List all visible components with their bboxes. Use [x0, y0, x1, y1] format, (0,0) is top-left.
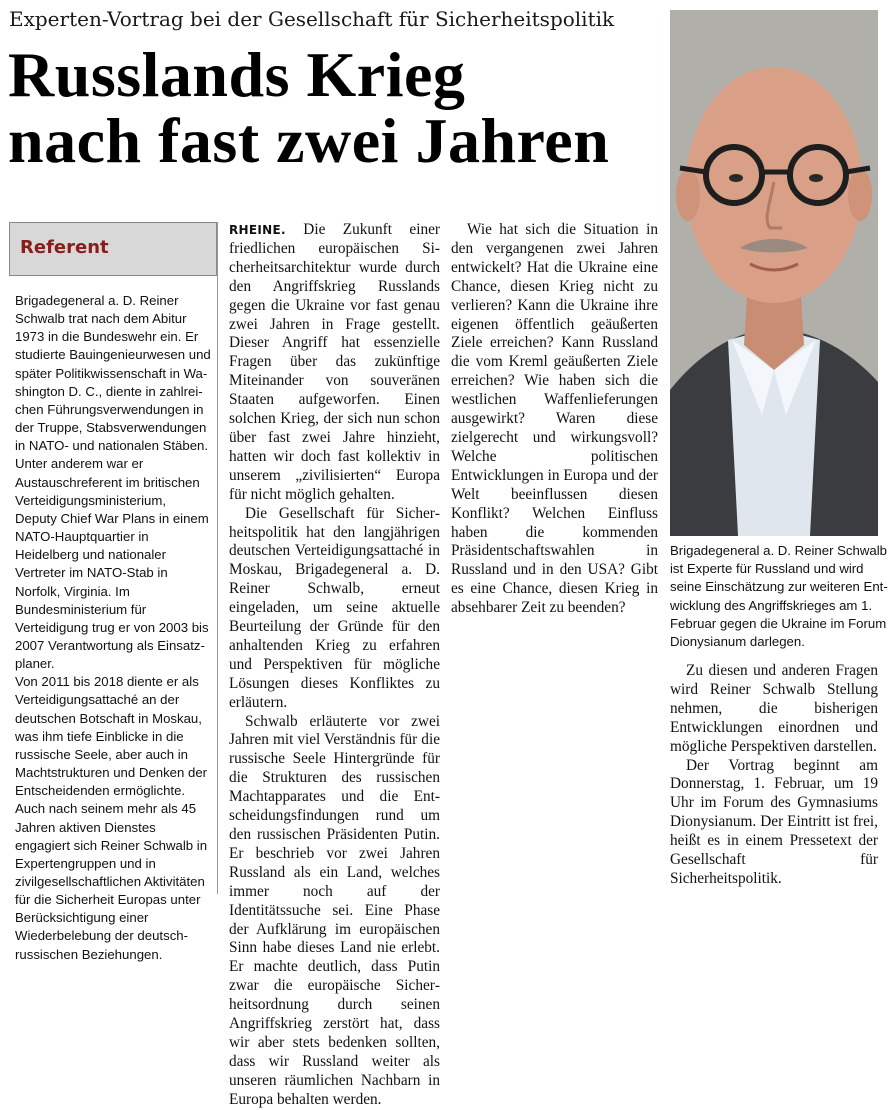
sidebar-title: Referent	[20, 237, 109, 258]
headline-line-2: nach fast zwei Jahren	[8, 105, 610, 176]
headline-line-1: Russlands Krieg	[8, 39, 466, 110]
caption-line: wicklung des Angriffskrieges am 1.	[670, 597, 873, 613]
sidebar-paragraph: Brigadegeneral a. D. Reiner Schwalb trat nach dem Abitur 1973 in die Bundeswehr ein. Er studierte Bauingenieurwesen und später Politikwissenschaft in Washington D. C., diente in zahlreichen Führungsverwendungen in der Truppe, Stabsverwendungen in NATO- und nationalen Stäben. Unter anderem war er Austauschreferent im britischen Verteidigungsministerium, Deputy Chief War Plans in einem NATO-Hauptquartier in Heidelberg und nationaler Vertreter im NATO-Stab in Norfolk, Virginia. Im Bundesministerium für Verteidigung trug er von 2003 bis 2007 Verantwortung als Einsatzplaner.	[15, 293, 211, 672]
referent-sidebar	[9, 222, 218, 962]
article-column-3	[670, 662, 878, 889]
body-paragraph-6: Der Vortrag beginnt am Donnerstag, 1. Februar, um 19 Uhr im Forum des Gymnasiums Dionysianum. Der Eintritt ist frei, heißt es in einem Pressetext der Gesellschaft für Sicherheitspolitik.	[670, 756, 878, 887]
caption-line: seine Einschätzung zur weiteren Ent-	[670, 579, 888, 595]
article-column-1	[229, 221, 440, 1110]
body-paragraph-1	[229, 221, 440, 505]
photo-caption	[670, 542, 888, 651]
caption-line: Dionysianum darlegen.	[670, 634, 805, 650]
body-paragraph-3: Schwalb erläuterte vor zwei Jahren mit viel Verständnis für die russische Seele Hintergründe für die Strukturen des russischen Machtapparates und die Entscheidungsfindungen rund um den russischen Präsidenten Putin. Er beschrieb vor zwei Jahren Russland als ein Land, welches immer noch auf der Identitätssuche sei. Eine Phase der Aufklärung im europäischen Sinn habe dieses Land nie erlebt. Er machte deutlich, dass Putin zwar die europäische Sicherheitsordnung durch seinen Angriffskrieg zerstört hat, dass wir aber stets bedenken sollten, dass wir Russland weiter als unseren räumlichen Nachbarn in Europa behalten werden.	[229, 712, 440, 1108]
sidebar-paragraph: Auch nach seinem mehr als 45 Jahren aktiven Dienstes engagiert sich Reiner Schwalb in Expertengruppen und in zivilgesellschaftlichen Aktivitäten für die Sicherheit Europas unter Berücksichtigung einer Wiederbelebung der deutsch-russischen Beziehungen.	[15, 801, 208, 962]
caption-line: Brigadegeneral a. D. Reiner Schwalb	[670, 543, 887, 558]
caption-line: ist Experte für Russland und wird	[670, 561, 864, 577]
article-kicker: Experten-Vortrag bei der Gesellschaft für Sicherheitspolitik	[9, 7, 615, 31]
sidebar-header	[9, 222, 217, 276]
body-paragraph-2: Die Gesellschaft für Sicherheitspolitik hat den langjährigen deutschen Verteidigungsattaché in Moskau, Brigadegeneral a. D. Reiner Schwalb, erneut eingeladen, um seine aktuelle Beurteilung der Gründe für den anhaltenden Krieg zu erfahren und Perspektiven für mögliche Lösungen dieses Konfliktes zu erläutern.	[229, 504, 440, 711]
body-paragraph-4: Wie hat sich die Situation in den vergangenen zwei Jahren entwickelt? Hat die Ukraine eine Chance, diesen Krieg nicht zu verlieren? Kann die Ukraine ihre eigenen öffentlich geäußerten Ziele erreichen? Kann Russland die vom Kreml geäußerten Ziele erreichen? Wie haben sich die westlichen Waffenlieferungen ausgewirkt? Waren diese zielgerecht und wirkungsvoll? Welche politischen Entwicklungen in Europa und der Welt beeinflussen diesen Konflikt? Welchen Einfluss haben die kommenden Präsidentschaftswahlen in Russland und in den USA? Gibt es eine Chance, diesen Krieg in absehbarer Zeit zu beenden?	[451, 221, 658, 617]
paragraph-text: Die Zukunft einer friedlichen europäischen Sicherheitsarchitektur wurde durch den Angriffskrieg Russlands gegen die Ukraine vor fast genau zwei Jahren in Frage gestellt. Dieser Angriff hat essenzielle Fragen über das zukünftige Miteinander von souveränen Staaten aufgeworfen. Einen solchen Krieg, der sich nun schon über fast zwei Jahre hinzieht, hatten wir doch fast kollektiv in unserem „zivilisierten“ Europa für nicht möglich gehalten.	[229, 221, 440, 503]
sidebar-text	[15, 292, 211, 964]
sidebar-paragraph: Von 2011 bis 2018 diente er als Verteidigungsattaché an der deutschen Botschaft in Moskau, was ihm tiefe Einblicke in die russische Seele, aber auch in Machtstrukturen und Denken der Entscheidenden ermöglichte.	[15, 674, 208, 799]
article-column-2	[451, 221, 658, 618]
body-paragraph-5: Zu diesen und anderen Fragen wird Reiner Schwalb Stellung nehmen, die bisherigen Entwicklungen einordnen und mögliche Perspektiven darstellen.	[670, 662, 878, 755]
portrait-illustration	[670, 10, 878, 536]
dateline: RHEINE.	[229, 223, 286, 237]
article-headline	[8, 39, 660, 176]
caption-line: Februar gegen die Ukraine im Forum	[670, 615, 887, 631]
portrait-photo	[670, 10, 878, 536]
